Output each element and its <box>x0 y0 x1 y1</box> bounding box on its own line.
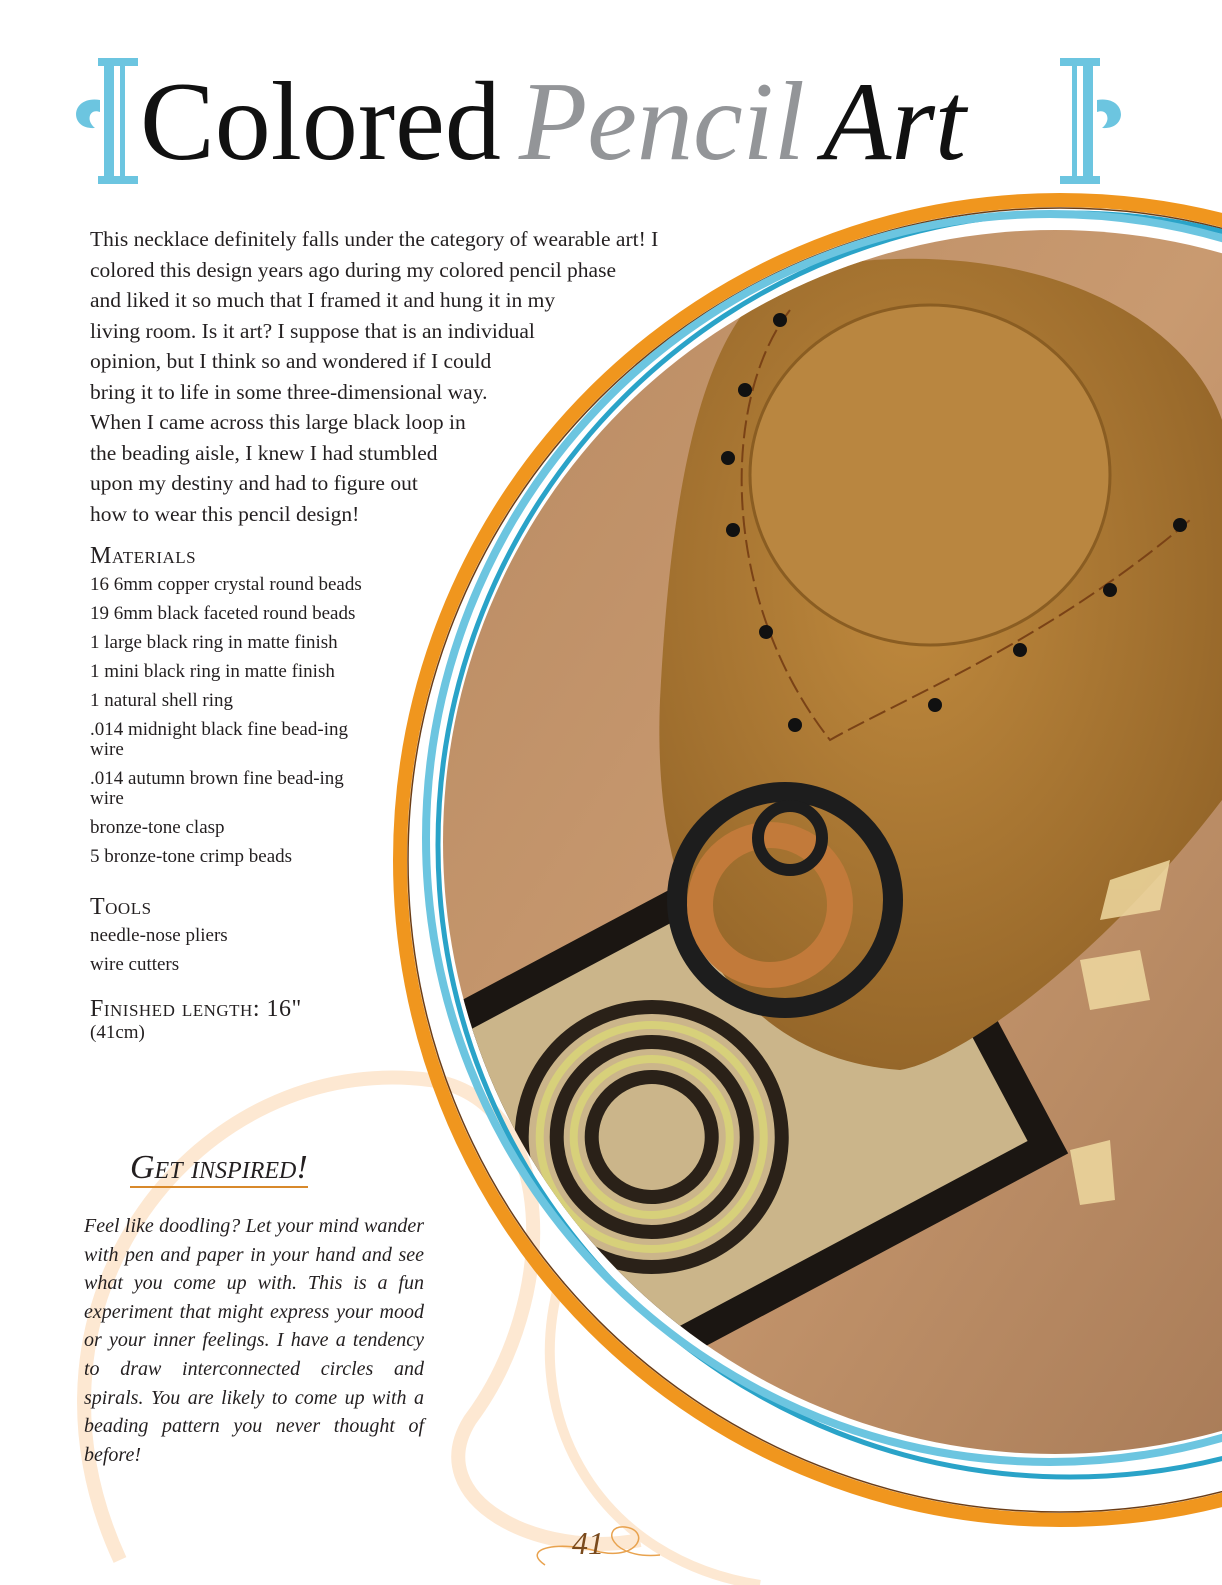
get-inspired-heading: Get inspired! <box>130 1149 308 1186</box>
material-item: 1 natural shell ring <box>90 689 233 711</box>
material-item: 1 large black ring in matte finish <box>90 631 338 653</box>
material-item: 5 bronze-tone crimp beads <box>90 845 293 867</box>
materials-heading: Materials <box>90 543 197 569</box>
tools-heading: Tools <box>90 894 152 920</box>
intro-text <box>90 224 750 529</box>
finished-length-heading: Finished length: 16" <box>90 996 302 1022</box>
finished-length-section <box>90 995 390 1043</box>
material-item: .014 midnight black fine bead-ing wire <box>90 718 349 760</box>
page-number: 41 <box>572 1525 604 1561</box>
materials-section <box>90 542 390 871</box>
material-item: bronze-tone clasp <box>90 816 225 838</box>
get-inspired-box <box>84 1150 424 1469</box>
material-item: 16 6mm copper crystal round beads <box>90 573 362 595</box>
title-word-art: Art <box>822 60 967 184</box>
material-item: .014 autumn brown fine bead-ing wire <box>90 767 344 809</box>
tools-section <box>90 893 390 979</box>
title-word-colored: Colored <box>140 60 501 184</box>
tool-item: wire cutters <box>90 953 180 975</box>
get-inspired-body: Feel like doodling? Let your mind wander with pen and paper in your hand and see what you come up with. This is a fun experiment that might express your mood or your inner feelings. I have a tendency to draw interconnected circles and spirals. You are likely to come up with a beading pattern you never thought of before! <box>84 1215 424 1466</box>
page-title <box>140 52 1080 192</box>
intro-paragraph: This necklace definitely falls under the category of wearable art! I colored this design years ago during my colored pencil phase and liked it so much that I framed it and hung it in my living room. Is it art? I suppose that is an individual opinion, but I think so and wondered if I could bring it to life in some three-dimensional way. When I came across this large black loop in the beading aisle, I knew I had stumbled upon my destiny and had to figure out how to wear this pencil design! <box>90 227 659 526</box>
material-item: 19 6mm black faceted round beads <box>90 602 356 624</box>
tool-item: needle-nose pliers <box>90 924 228 946</box>
material-item: 1 mini black ring in matte finish <box>90 660 335 682</box>
title-word-pencil: Pencil <box>518 60 805 184</box>
finished-length-metric: (41cm) <box>90 1022 145 1043</box>
bracket-left-ornament <box>76 58 138 184</box>
